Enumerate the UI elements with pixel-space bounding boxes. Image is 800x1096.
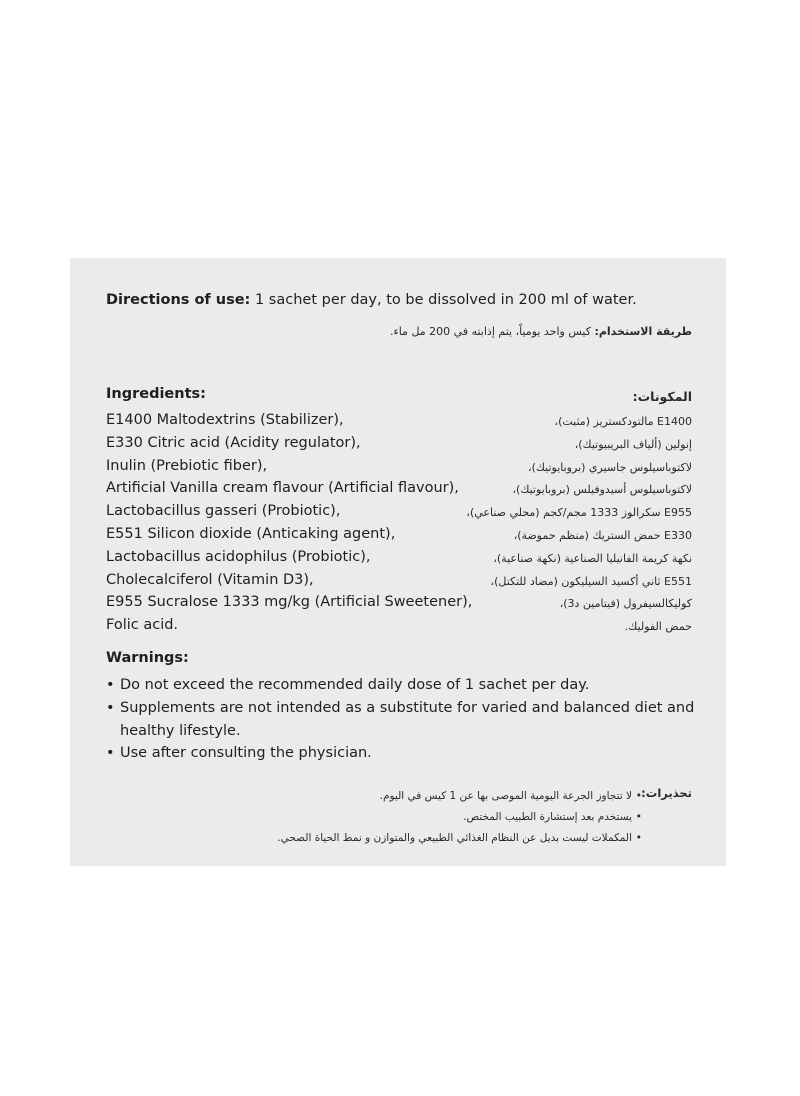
- ingredient-item: Cholecalciferol (Vitamin D3),: [106, 571, 314, 588]
- ingredients-heading-arabic: المكونات:: [632, 389, 692, 404]
- ingredient-item: Folic acid.: [106, 617, 179, 634]
- ingredient-item: E1400 Maltodextrins (Stabilizer),: [106, 412, 344, 428]
- ingredients-heading: Ingredients:: [106, 386, 206, 402]
- ingredients-list-arabic: [466, 411, 692, 639]
- directions-of-use-arabic: [390, 325, 692, 338]
- warning-item: • Supplements are not intended as a substitute for varied and balanced diet and healthy lifestyle.: [106, 697, 706, 743]
- warning-item-arabic: • يستخدم بعد إستشارة الطبيب المختص.: [277, 807, 642, 828]
- warnings-heading-arabic: تحذيرات:: [641, 786, 692, 800]
- ingredient-item-arabic: E551 ثاني أكسيد السيليكون (مضاد للتكتل)،: [490, 574, 692, 588]
- warnings-heading: Warnings:: [106, 650, 189, 666]
- ingredient-item-arabic: كوليكالسيفرول (فيتامين د3)،: [559, 597, 692, 611]
- ingredient-item-arabic: نكهة كريمة الفانيليا الصناعية (نكهة صناعية)،: [493, 551, 692, 565]
- warnings-list: [106, 674, 706, 765]
- ingredient-item: Artificial Vanilla cream flavour (Artificial flavour),: [106, 480, 459, 497]
- ingredient-item-arabic: لاكتوباسيلوس جاسيري (بروبايوتيك)،: [528, 460, 692, 474]
- ingredient-item: Inulin (Prebiotic fiber),: [106, 457, 268, 474]
- ingredient-item-arabic: E330 حمض الستريك (منظم حموضة)،: [513, 528, 692, 542]
- warning-item: • Use after consulting the physician.: [106, 742, 706, 765]
- ingredient-item: E330 Citric acid (Acidity regulator),: [106, 434, 361, 451]
- warning-item-arabic: • لا تتجاوز الجرعة اليومية الموصى بها عن 1 كيس في اليوم.: [277, 786, 642, 807]
- directions-label: Directions of use:: [106, 292, 251, 308]
- ingredient-item: Lactobacillus acidophilus (Probiotic),: [106, 548, 371, 565]
- directions-text-arabic: كيس واحد يومياً، يتم إذابته في 200 مل ماء.: [390, 325, 595, 338]
- ingredient-item: E955 Sucralose 1333 mg/kg (Artificial Sweetener),: [106, 594, 473, 611]
- ingredient-item-arabic: حمض الفوليك.: [624, 620, 692, 634]
- ingredient-item-arabic: لاكتوباسيلوس أسيدوفيلس (بروبايوتيك)،: [512, 483, 692, 497]
- ingredient-item-arabic: إنولين (ألياف البريبيوتيك)،: [574, 437, 692, 451]
- directions-of-use: [106, 292, 637, 308]
- warning-item-arabic: • المكملات ليست بديل عن النظام الغذائي الطبيعي والمتوازن و نمط الحياة الصحي.: [277, 828, 642, 849]
- ingredients-list: [106, 409, 472, 637]
- ingredient-item-arabic: E1400 مالتودكستريز (مثبت)،: [554, 415, 692, 428]
- ingredient-item: Lactobacillus gasseri (Probiotic),: [106, 503, 341, 520]
- warnings-list-arabic: [277, 786, 642, 849]
- ingredient-item: E551 Silicon dioxide (Anticaking agent),: [106, 525, 396, 542]
- directions-text: 1 sachet per day, to be dissolved in 200 ml of water.: [250, 292, 637, 308]
- label-panel: [70, 258, 726, 866]
- directions-label-arabic: طريقة الاستخدام:: [594, 325, 692, 338]
- warning-item: • Do not exceed the recommended daily dose of 1 sachet per day.: [106, 674, 706, 697]
- ingredient-item-arabic: E955 سكرالوز 1333 مجم/كجم (محلي صناعي)،: [466, 506, 692, 520]
